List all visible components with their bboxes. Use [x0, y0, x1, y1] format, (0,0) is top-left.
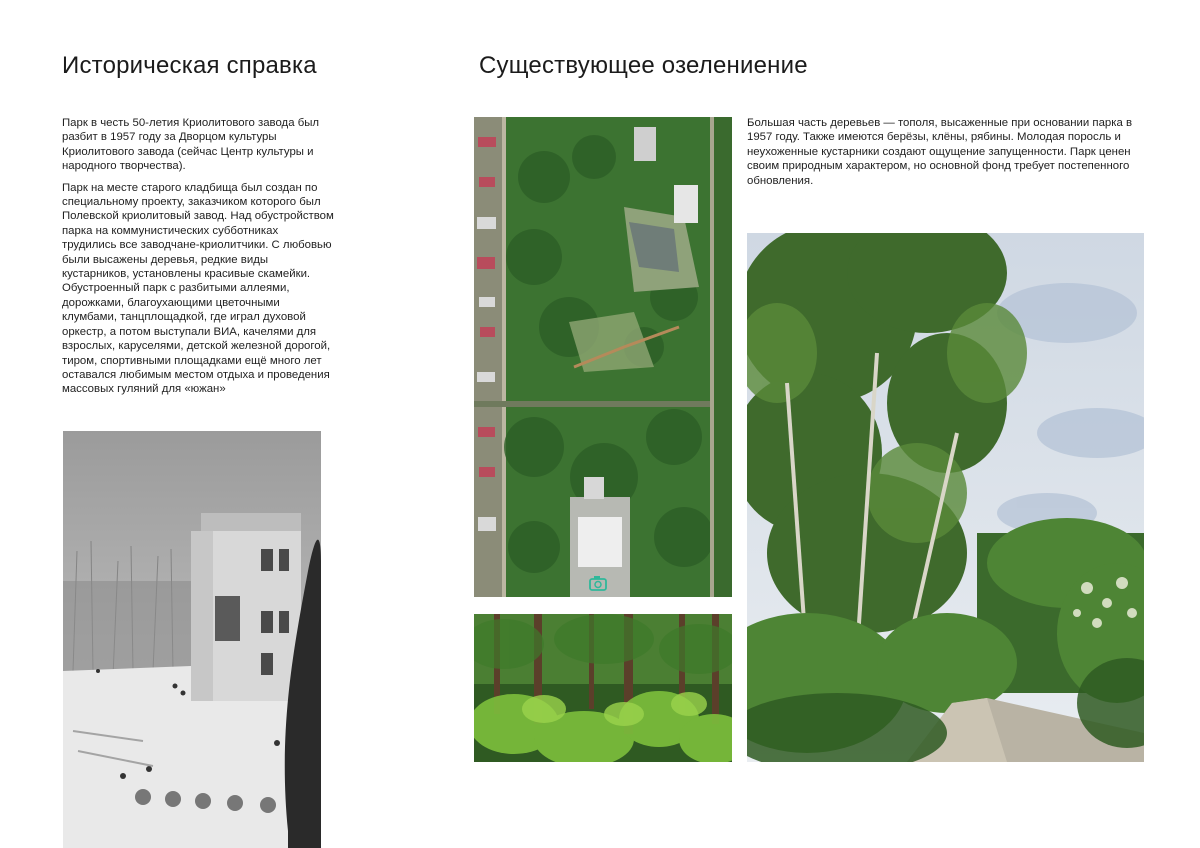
history-paragraph-2: Парк на месте старого кладбища был создан по специальному проекту, заказчиком которого был Полевской криолитовый завод. Над обустройством парка на коммунистических субботниках трудились все заводчане-криолитчики. С любовью были высажены деревья, редкие виды кустарников, установлены красивые скамейки. Обустроенный парк с разбитыми аллеями, дорожками, благоухающими цветочными клумбами, танцплощадкой, где играл духовой оркестр, а потом выступали ВИА, качелями для взрослых, каруселями, детской железной дорогой, тиром, спортивными площадками ещё много лет оставался любимым местом отдыха и проведения массовых гуляний для «южан» [62, 181, 334, 396]
archive-photo-house-of-culture [63, 431, 321, 848]
history-title: Историческая справка [62, 52, 317, 79]
greenery-description: Большая часть деревьев — тополя, высаженные при основании парка в 1957 году. Также имеются берёзы, клёны, рябины. Молодая поросль и неухоженные кустарники создают ощущение запущенности. Парк ценен своим природным характером, но основной фонд требует постепенного обновления. [747, 117, 1133, 187]
photo-forest-undergrowth [474, 614, 732, 762]
history-paragraph-1: Парк в честь 50-летия Криолитового завода был разбит в 1957 году за Дворцом культуры Криолитового завода (сейчас Центр культуры и народного творчества). [62, 117, 320, 173]
greenery-title: Существующее озелениение [479, 52, 808, 79]
greenery-text [747, 116, 1143, 195]
history-text [62, 116, 334, 404]
photo-poplar-alley [747, 233, 1144, 762]
aerial-photo-park [474, 117, 732, 597]
